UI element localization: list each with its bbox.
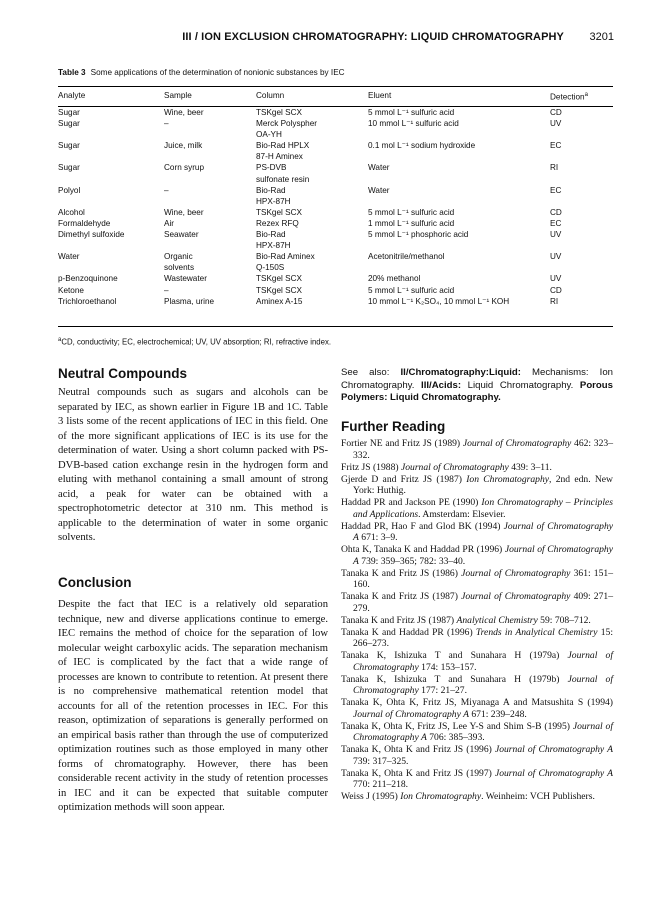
table-row [58, 151, 613, 162]
cell-column: Bio-Rad [256, 230, 286, 240]
cell-eluent: 5 mmol L⁻¹ phosphoric acid [368, 230, 469, 240]
cell-eluent: 20% methanol [368, 274, 421, 284]
cell-eluent [368, 196, 550, 207]
cell-analyte: Sugar [58, 141, 80, 151]
reference-item: Tanaka K, Ishizuka T and Sunahara H (1979a) Journal of Chromatography 174: 153–157. [341, 650, 613, 673]
cell-detection: EC [550, 185, 562, 195]
reference-item: Tanaka K, Ishizuka T and Sunahara H (1979b) Journal of Chromatography 177: 21–27. [341, 673, 613, 696]
table-row [58, 174, 613, 185]
cell-analyte: Water [58, 252, 80, 262]
table-body [58, 107, 613, 307]
reference-item: Gjerde D and Fritz JS (1987) Ion Chromatography, 2nd edn. New York: Huthig. [341, 473, 613, 496]
cell-detection: UV [550, 252, 562, 262]
cell-column: Aminex A-15 [256, 296, 303, 306]
neutral-paragraph: Neutral compounds such as sugars and alcohols can be separated by IEC, as shown earlier in Figure 1B and 1C. Table 3 lists some of the recent applications of IEC in this field. One of the more significant applications of IEC is its use for the determination of water. Using a short column packed with PS-DVB-based cation exchange resin in the hydrogen form and eluting with methanol containing a small amount of strong acid, a peak for water can be obtained with a spectrophotometric detector at 310 nm. This method is applicable to the determination of water in some organic solvents. [58, 387, 328, 543]
cell-eluent: 10 mmol L⁻¹ K₂SO₄, 10 mmol L⁻¹ KOH [368, 296, 510, 306]
reference-item: Fritz JS (1988) Journal of Chromatography 439: 3–11. [341, 461, 552, 473]
applications-table [58, 90, 613, 307]
cell-eluent: Water [368, 185, 390, 195]
cell-eluent [368, 240, 550, 251]
cell-detection: EC [550, 141, 562, 151]
cell-column: TSKgel SCX [256, 274, 302, 284]
cell-analyte: Sugar [58, 119, 80, 129]
table-row [58, 140, 613, 151]
table-row [58, 207, 613, 218]
cell-column: Rezex RFQ [256, 218, 299, 228]
cell-analyte: p-Benzoquinone [58, 274, 118, 284]
cell-analyte [58, 196, 164, 207]
cell-analyte [58, 174, 164, 185]
cell-sample: Seawater [164, 230, 199, 240]
reference-item: Haddad PR and Jackson PE (1990) Ion Chromatography – Principles and Applications. Amsterdam: Elsevier. [341, 497, 614, 520]
table-row [58, 196, 613, 207]
reference-item: Tanaka K and Fritz JS (1987) Analytical Chemistry 59: 708–712. [341, 614, 591, 626]
cell-eluent: 10 mmol L⁻¹ sulfuric acid [368, 119, 459, 129]
cell-detection: UV [550, 274, 562, 284]
section-heading-further-reading: Further Reading [341, 419, 446, 434]
table-row [58, 240, 613, 251]
reference-item: Tanaka K, Ohta K and Fritz JS (1997) Journal of Chromatography A 770: 211–218. [341, 767, 613, 790]
table-top-rule [58, 86, 613, 87]
page-number: 3201 [589, 31, 614, 43]
table-row [58, 285, 613, 296]
cell-column: sulfonate resin [256, 174, 310, 184]
cell-sample: Juice, milk [164, 141, 203, 151]
cell-eluent: 0.1 mol L⁻¹ sodium hydroxide [368, 141, 476, 151]
column-header: Eluent [368, 91, 392, 100]
reference-item: Tanaka K, Ohta K and Fritz JS (1996) Journal of Chromatography A 739: 317–325. [341, 744, 613, 767]
table-row [58, 273, 613, 284]
cell-sample: Corn syrup [164, 163, 205, 173]
table-label: Table 3 [58, 68, 86, 77]
table-bottom-rule [58, 326, 613, 327]
cell-column: Bio-Rad HPLX [256, 141, 310, 151]
cell-analyte: Polyol [58, 185, 81, 195]
cell-eluent: 5 mmol L⁻¹ sulfuric acid [368, 108, 455, 117]
table-row [58, 262, 613, 273]
cell-analyte: Ketone [58, 285, 84, 295]
see-also-link[interactable]: II/Chromatography:Liquid: [400, 367, 521, 378]
cell-column: OA-YH [256, 130, 282, 140]
cell-sample: solvents [164, 263, 195, 273]
section-heading-neutral: Neutral Compounds [58, 366, 188, 381]
cell-column: HPX-87H [256, 241, 291, 251]
reference-item: Ohta K, Tanaka K and Haddad PR (1996) Journal of Chromatography A 739: 359–365; 782: 33–40. [341, 544, 613, 567]
cell-sample: Organic [164, 252, 193, 262]
reference-item: Weiss J (1995) Ion Chromatography. Weinheim: VCH Publishers. [341, 791, 595, 802]
reference-item: Haddad PR, Hao F and Glod BK (1994) Journal of Chromatography A 671: 3–9. [341, 520, 613, 543]
running-header [58, 31, 614, 47]
cell-analyte: Alcohol [58, 207, 85, 217]
cell-column: Q-150S [256, 263, 285, 273]
cell-analyte [58, 151, 164, 162]
cell-sample [164, 129, 256, 140]
table-row [58, 118, 613, 129]
conclusion-paragraph: Despite the fact that IEC is a relatively old separation technique, new and diverse applications continue to emerge. IEC remains the method of choice for the separation of low molecular weight carboxylic acids. The separation mechanism of IEC is complicated by the fact that a wide range of processes are known to contribute to retention. At present there is no comprehensive mathematical retention model that accounts for all of the retention processes in IEC. For this reason, optimization of separations is generally performed on an empirical basis rather than through the use of computerized optimization routines such as those employed in many other forms of chromatography. However, there has been considerable recent activity in the study of retention processes in IEC and it can be expected that suitable computer optimization methods will soon appear. [58, 599, 328, 813]
cell-analyte [58, 129, 164, 140]
cell-detection [550, 262, 613, 273]
cell-sample [164, 174, 256, 185]
table-row [58, 229, 613, 240]
table-header-row [58, 90, 613, 107]
cell-column: TSKgel SCX [256, 207, 302, 217]
table-row [58, 251, 613, 262]
cell-analyte: Trichloroethanol [58, 296, 117, 306]
see-also: See also: II/Chromatography:Liquid: Mechanisms: Ion Chromatography. III/Acids: Liquid Chromatography. Porous Polymers: Liquid Chromatography. [341, 367, 613, 404]
reference-item: Tanaka K and Fritz JS (1986) Journal of Chromatography 361: 151–160. [341, 567, 613, 590]
reference-item: Tanaka K, Ohta K, Fritz JS, Lee Y-S and Shim S-B (1995) Journal of Chromatography A 706: 385–393. [341, 720, 613, 743]
reference-item: Tanaka K and Fritz JS (1987) Journal of Chromatography 409: 271–279. [341, 591, 613, 614]
cell-eluent: Acetonitrile/methanol [368, 252, 445, 262]
cell-sample: Wastewater [164, 274, 207, 284]
cell-detection: CD [550, 207, 562, 217]
cell-detection [550, 240, 613, 251]
see-also-link[interactable]: Porous Polymers: Liquid Chromatography. [341, 379, 613, 404]
table-row [58, 107, 613, 118]
cell-eluent [368, 174, 550, 185]
table-row [58, 129, 613, 140]
section-heading-conclusion: Conclusion [58, 575, 132, 590]
reference-item: Fortier NE and Fritz JS (1989) Journal of Chromatography 462: 323–332. [341, 438, 613, 461]
cell-detection: CD [550, 285, 562, 295]
cell-detection: UV [550, 230, 562, 240]
cell-sample: – [164, 285, 169, 295]
table-row [58, 296, 613, 307]
cell-detection [550, 129, 613, 140]
cell-sample [164, 240, 256, 251]
cell-analyte: Sugar [58, 108, 80, 117]
cell-detection: EC [550, 218, 562, 228]
cell-sample: – [164, 185, 169, 195]
table-caption [58, 68, 345, 77]
table-footnote: $^a$CD, conductivity; EC, electrochemical; UV, UV absorption; RI, refractive index. [58, 337, 332, 347]
cell-analyte: Sugar [58, 163, 80, 173]
cell-analyte [58, 240, 164, 251]
cell-eluent: 1 mmol L⁻¹ sulfuric acid [368, 218, 455, 228]
cell-column: 87-H Aminex [256, 152, 303, 162]
cell-sample: Wine, beer [164, 108, 204, 117]
cell-eluent [368, 262, 550, 273]
cell-detection: CD [550, 108, 562, 117]
cell-sample [164, 196, 256, 207]
cell-analyte [58, 262, 164, 273]
see-also-link[interactable]: III/Acids: [421, 379, 462, 391]
cell-sample: Air [164, 218, 175, 228]
running-title: III / ION EXCLUSION CHROMATOGRAPHY: LIQUID CHROMATOGRAPHY [182, 31, 564, 43]
cell-analyte: Dimethyl sulfoxide [58, 230, 125, 240]
cell-column: TSKgel SCX [256, 285, 302, 295]
cell-column: TSKgel SCX [256, 108, 302, 117]
cell-column: PS-DVB [256, 163, 287, 173]
cell-detection [550, 151, 613, 162]
cell-eluent: 5 mmol L⁻¹ sulfuric acid [368, 285, 455, 295]
cell-detection: UV [550, 119, 562, 129]
cell-detection: RI [550, 163, 559, 173]
table-row [58, 218, 613, 229]
reference-item: Tanaka K, Ohta K, Fritz JS, Miyanaga A and Matsushita S (1994) Journal of Chromatography A 671: 239–248. [341, 697, 613, 720]
cell-detection [550, 174, 613, 185]
cell-sample: – [164, 119, 169, 129]
cell-detection: RI [550, 296, 559, 306]
table-row [58, 162, 613, 173]
reference-list [341, 438, 613, 803]
table-caption-text: Some applications of the determination of nonionic substances by IEC [90, 68, 345, 77]
cell-column: Bio-Rad Aminex [256, 252, 315, 262]
column-header: Sample [164, 91, 192, 100]
reference-item: Tanaka K and Haddad PR (1996) Trends in Analytical Chemistry 15: 266–273. [341, 626, 613, 649]
cell-column: Merck Polyspher [256, 119, 317, 129]
cell-eluent: 5 mmol L⁻¹ sulfuric acid [368, 207, 455, 217]
cell-detection [550, 196, 613, 207]
cell-column: HPX-87H [256, 196, 291, 206]
table-row [58, 185, 613, 196]
cell-analyte: Formaldehyde [58, 218, 111, 228]
cell-eluent [368, 151, 550, 162]
cell-eluent: Water [368, 163, 390, 173]
cell-column: Bio-Rad [256, 185, 286, 195]
column-header: Analyte [58, 91, 86, 100]
column-header-detection: Detection$^a$ [550, 92, 588, 102]
cell-eluent [368, 129, 550, 140]
column-header: Column [256, 91, 285, 100]
cell-sample: Plasma, urine [164, 296, 215, 306]
cell-sample: Wine, beer [164, 207, 204, 217]
cell-sample [164, 151, 256, 162]
